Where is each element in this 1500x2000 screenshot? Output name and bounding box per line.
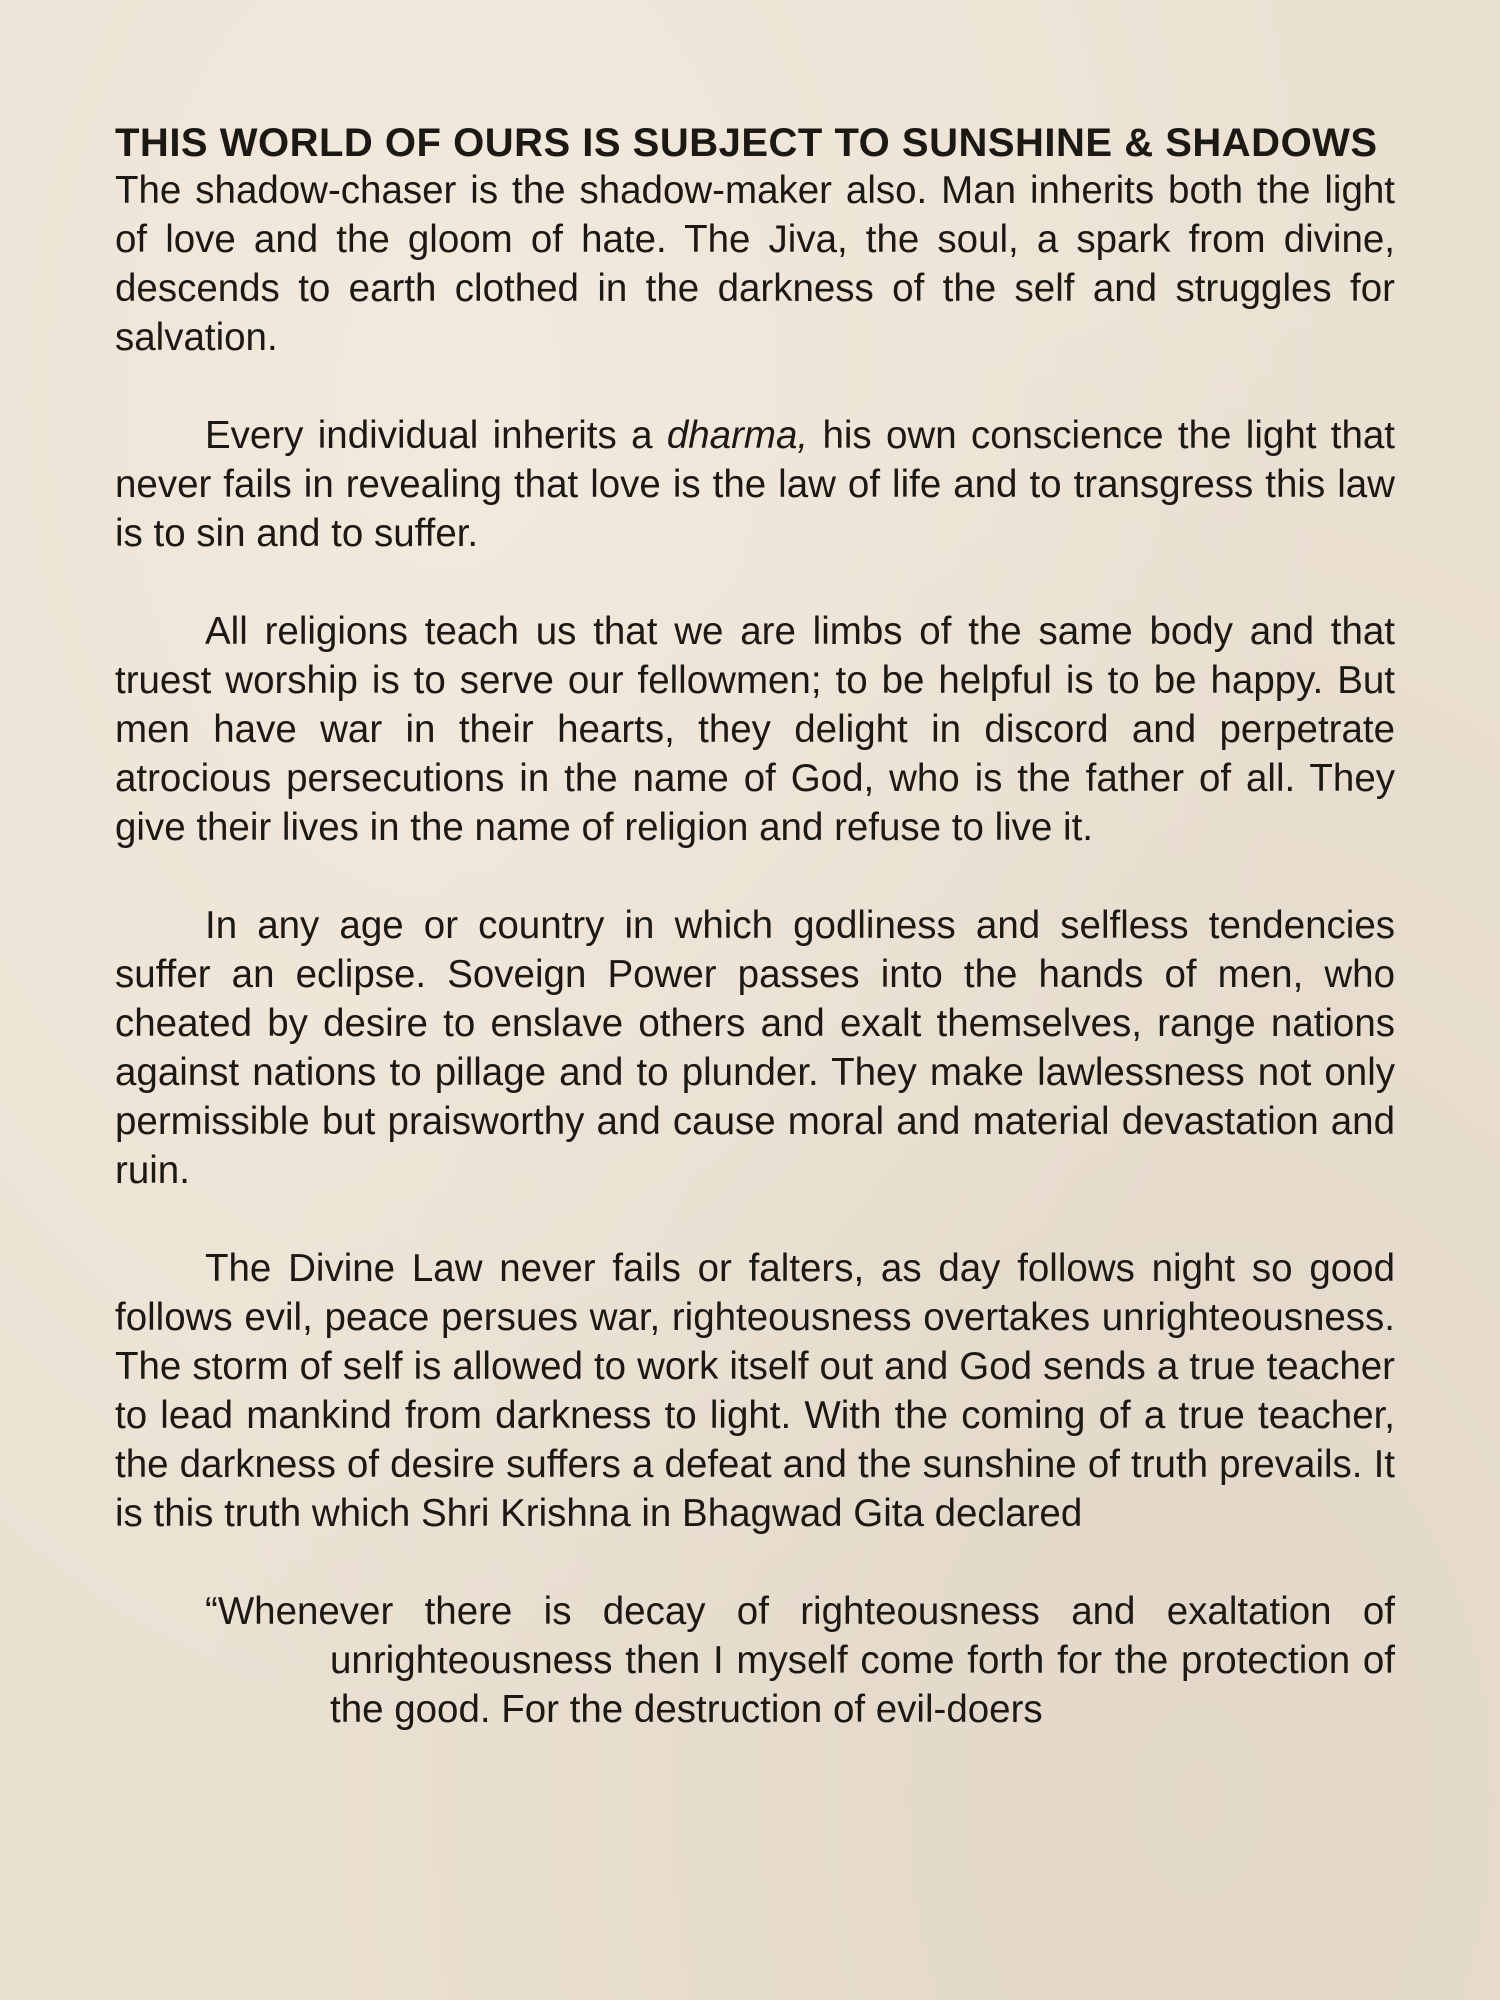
gita-quote: “Whenever there is decay of righteousness and exaltation of unrighteousness then I myself come forth for the protection of the good. For the destruction of evil-doers [205, 1590, 1395, 1731]
paragraph-any-age: In any age or country in which godliness and selfless tendencies suffer an eclipse. Soveign Power passes into the hands of men, who cheated by desire to enslave others and exalt themselves, range nations against nations to pillage and to plunder. They make lawlessness not only permissible but praisworthy and cause moral and material devastation and ruin. [115, 904, 1395, 1192]
dharma-text-before: Every individual inherits a [205, 414, 667, 457]
dharma-term: dharma, [666, 414, 809, 457]
paragraph-religions: All religions teach us that we are limbs of the same body and that truest worship is to serve our fellowmen; to be helpful is to be happy. But men have war in their hearts, they delight in discord and perpetrate atrocious persecutions in the name of God, who is the father of all. They give their lives in the name of religion and refuse to live it. [115, 610, 1395, 849]
paragraph-divine-law: The Divine Law never fails or falters, as day follows night so good follows evil, peace persues war, righteousness overtakes unrighteousness. The storm of self is allowed to work itself out and God sends a true teacher to lead mankind from darkness to light. With the coming of a true teacher, the darkness of desire suffers a defeat and the sunshine of truth prevails. It is this truth which Shri Krishna in Bhagwad Gita declared [115, 1247, 1395, 1535]
page-content [115, 120, 1395, 1734]
dharma-text-after: his own conscience the light that never fails in revealing that love is the law of life and to transgress this law is to sin and to suffer. [115, 414, 1395, 555]
paragraph-shadow-chaser: The shadow-chaser is the shadow-maker also. Man inherits both the light of love and the gloom of hate. The Jiva, the soul, a spark from divine, descends to earth clothed in the darkness of the self and struggles for salvation. [115, 169, 1395, 359]
section-heading: THIS WORLD OF OURS IS SUBJECT TO SUNSHINE & SHADOWS [115, 121, 1378, 165]
paragraph-dharma [115, 411, 1395, 558]
